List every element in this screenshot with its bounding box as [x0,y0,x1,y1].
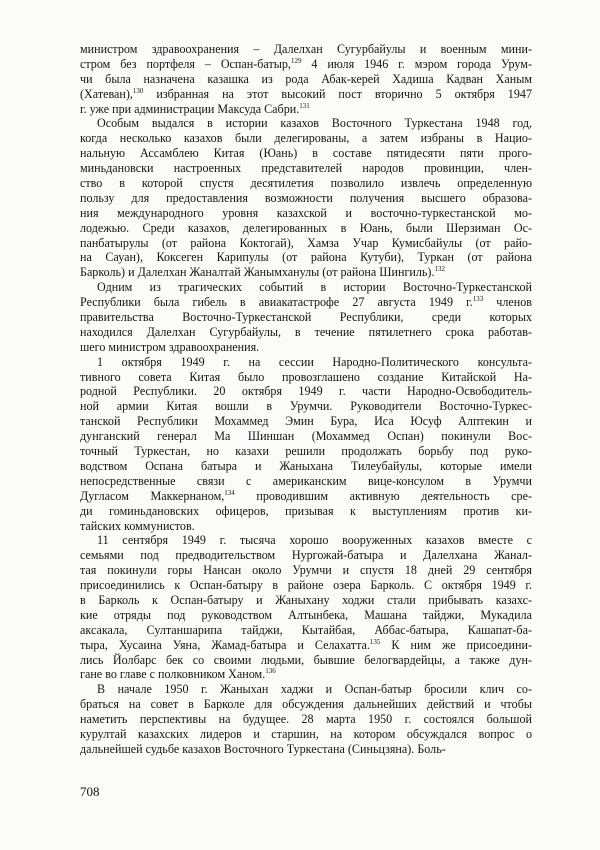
text-run: пользу для предоставления возможности получения высшего образова- [80,190,532,205]
text-run: аксакала, Султаншарипа тайджи, Кытайбая, Аббас-батыра, Кашапат-ба- [80,622,532,637]
text-line [80,653,532,668]
text-run: Особым выдался в истории казахов Восточного Туркестана 1948 год, [97,116,532,131]
page-number: 708 [80,784,100,799]
paragraph [80,116,532,280]
paragraph [80,682,532,756]
text-line [80,72,532,87]
text-line [80,221,532,236]
text-run: когда несколько казахов были делегированы, а затем избраны в Нацио- [80,131,532,146]
text-run: Барколь) и Далелхан Жаналтай Жанымханулы (от района Шингиль). [80,265,435,280]
text-line [80,593,532,608]
text-line [80,384,532,399]
text-line [80,191,532,206]
text-line [80,355,532,370]
text-run: 1 октября 1949 г. на сессии Народно-Политического консульта- [97,354,532,369]
text-run: К ним же присоедини- [380,637,532,652]
text-run: дальнейшей судьбе казахов Восточного Туркестана (Синьцзяна). Боль- [80,741,446,756]
text-line [80,176,532,191]
text-line [80,682,532,697]
text-line [80,102,532,117]
text-run: в Барколь к Оспан-батыру и Жаныхану ходжи стали прибывать казахс- [80,592,532,607]
text-run: присоединились к Оспан-батыру в районе озера Барколь. С октября 1949 г. [80,578,532,593]
text-line [80,280,532,295]
text-run: водством Оспана батыра и Жаныхана Тилеубайулы, которые имели [80,458,532,473]
text-run: ство в которой спустя десятилетия позволило извлечь определенную [80,176,532,191]
text-run: Одним из трагических событий в истории Восточно-Туркестанской [97,280,532,295]
footnote-ref: 129 [290,56,302,65]
text-line [80,489,532,504]
paragraph [80,355,532,534]
text-run: проводившим активную деятельность сре- [234,488,532,503]
text-line [80,399,532,414]
text-run: министром здравоохранения – Далелхан Сугурбайулы и военным мини- [80,42,532,56]
text-run: курултай казахских лидеров и старшин, на котором обсуждался вопрос о [80,726,532,741]
text-line [80,459,532,474]
footnote-ref: 132 [434,265,445,274]
text-line [80,295,532,310]
text-run: родной Республики. 20 октября 1949 г. части Народно-Освободитель- [80,384,532,399]
text-run: дунганский генерал Ма Шиншан (Мохаммед Оспан) покинули Вос- [80,429,532,444]
text-run: лись Йолбарс бек со своими людьми, бывшие белогвардейцы, а также дун- [80,652,532,667]
text-line [80,57,532,72]
text-line [80,608,532,623]
text-line [80,131,532,146]
text-run: 11 сентября 1949 г. тысяча хорошо вооруженных казахов вместе с [97,533,532,548]
text-run: находился Далелхан Сугурбайулы, в течение пятилетнего срока работав- [80,324,532,339]
text-line [80,563,532,578]
text-line [80,548,532,563]
text-run: нальную Ассамблею Китая (Юань) в составе пятидесяти пяти прого- [80,146,532,161]
text-line [80,414,532,429]
text-line [80,429,532,444]
text-line [80,370,532,385]
text-run: непосредственные связи с американским вице-консулом в Урумчи [80,473,532,488]
text-line [80,42,532,57]
text-run: танской Республики Мохаммед Эмин Бура, Иса Юсуф Алптекин и [80,414,532,429]
text-line [80,444,532,459]
text-run: шего министром здравоохранения. [80,339,260,354]
text-line [80,638,532,653]
text-run: избранная на этот высокий пост вторично 5 октября 1947 [143,86,532,101]
text-run: браться на совет в Барколе для обсуждения дальнейших действий и чтобы [80,697,532,712]
footnote-ref: 135 [369,637,381,646]
text-run: тыра, Хусаина Уяна, Жамад-батыра и Селахатта. [80,637,370,652]
text-line [80,340,532,355]
text-line [80,116,532,131]
text-line [80,325,532,340]
text-run: ния международного уровня казахской и восточно-туркестанской мо- [80,205,532,220]
text-run: ди гоминьдановских офицеров, призывая к выступлениям против ки- [80,503,532,518]
text-run: 4 июля 1946 г. мэром города Урум- [301,56,532,71]
text-line [80,578,532,593]
body-text [80,42,532,757]
text-run: г. уже при администрации Максуда Сабри. [80,101,300,116]
text-line [80,146,532,161]
text-run: на Сауан), Коксеген Карипулы (от района Кутуби), Туркан (от района [80,250,532,265]
text-run: В начале 1950 г. Жаныхан хаджи и Оспан-батыр бросили клич со- [97,682,532,697]
text-line [80,504,532,519]
text-line [80,727,532,742]
text-run: тайских коммунистов. [80,518,195,533]
paragraph [80,533,532,682]
text-run: стром без портфеля – Оспан-батыр, [80,56,291,71]
text-run: лодежью. Среди казахов, делегированных в Юань, были Шерзиман Ос- [80,220,532,235]
text-run: чи была назначена казашка из рода Абак-керей Хадиша Кадван Ханым [80,71,532,86]
text-line [80,265,532,280]
footnote-ref: 136 [265,667,276,676]
text-line [80,236,532,251]
paragraph [80,280,532,354]
text-run: Дугласом Маккернаном, [80,488,225,503]
footnote-ref: 131 [299,101,310,110]
text-run: кие отряды под руководством Алтынбека, Машана тайджи, Мукадила [80,607,532,622]
text-line [80,250,532,265]
text-run: миньдановски настроенных представителей народов провинции, член- [80,161,532,176]
text-line [80,310,532,325]
text-line [80,533,532,548]
footnote-ref: 133 [472,295,484,304]
text-run: наметить перспективы на будущее. 28 марта 1950 г. состоялся большой [80,712,532,727]
text-run: точный Туркестан, но казахи решили продолжать борьбу под руко- [80,444,532,459]
text-run: тивного совета Китая было провозглашено создание Китайской На- [80,369,532,384]
text-run: Республики была гибель в авиакатастрофе 27 августа 1949 г. [80,295,473,310]
text-run: ной армии Китая вошли в Урумчи. Руководители Восточно-Туркес- [80,399,532,414]
footnote-ref: 130 [132,86,144,95]
text-line [80,519,532,534]
text-line [80,161,532,176]
footnote-ref: 134 [224,488,235,497]
text-line [80,206,532,221]
text-run: панбатырулы (от района Коктогай), Хамза Учар Кумисбайулы (от райо- [80,235,532,250]
text-run: семьями под предводительством Нургожай-батыра и Далелхана Жанал- [80,548,532,563]
text-run: членов [483,295,532,310]
paragraph [80,42,532,116]
text-line [80,667,532,682]
text-line [80,742,532,757]
text-line [80,712,532,727]
text-line [80,87,532,102]
text-line [80,697,532,712]
text-run: гане во главе с полковником Ханом. [80,667,266,682]
text-run: правительства Восточно-Туркестанской Республики, среди которых [80,310,532,325]
text-run: тая покинули горы Нансан около Урумчи и спустя 18 дней 29 сентября [80,563,532,578]
text-line [80,474,532,489]
text-line [80,623,532,638]
text-run: (Хатеван), [80,86,133,101]
